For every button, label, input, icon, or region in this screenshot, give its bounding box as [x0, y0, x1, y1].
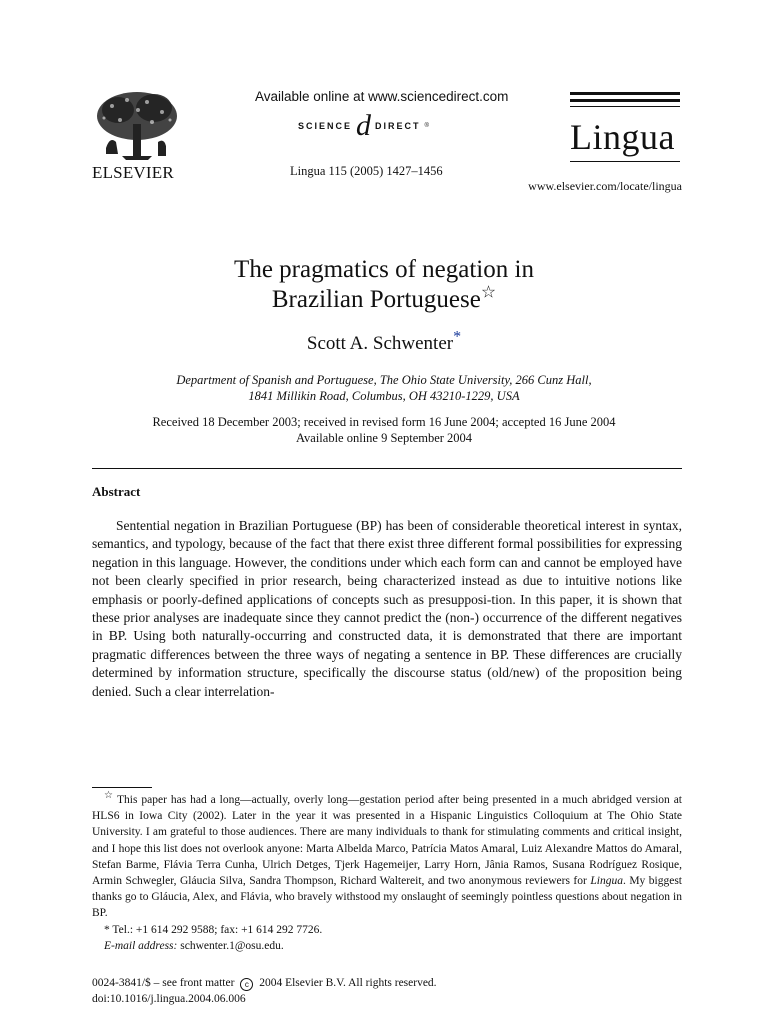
- elsevier-tree-logo: [92, 90, 182, 162]
- abstract-heading: Abstract: [92, 484, 141, 499]
- title-footnote-star-icon[interactable]: ☆: [480, 282, 497, 302]
- author-footnote-link[interactable]: *: [453, 328, 462, 346]
- footnote-divider: [92, 787, 152, 788]
- footnote-star-icon: ☆: [104, 790, 115, 802]
- abstract-text: Sentential negation in Brazilian Portuguese (BP) has been of considerable theoretical interest in syntax, semantics, and typology, because of the fact that there exist three different formal possibilities for expressing negation in this language. However, the conditions under which each form can and cannot be employed have not been clearly specified in prior research, being characterized instead as due to intuitive notions like emphasis or poorly-defined applications of concepts such as presupposi-tion. In this paper, it is shown that these prior analyses are inadequate since they cannot predict the (non-) occurrence of the different negatives in BP. Using both naturally-occurring and constructed data, it is demonstrated that there are important pragmatic differences between the three ways of negating a sentence in BP. These differences are crucially determined by information structure, specifically the discourse status (old/new) of the proposition being denied. Such a clear interrelation-: [92, 518, 682, 699]
- publisher-name: ELSEVIER: [92, 163, 174, 182]
- issn-copyright-line: 0024-3841/$ – see front matter c 2004 Elsevier B.V. All rights reserved.: [92, 977, 437, 989]
- contact-phone: * Tel.: +1 614 292 9588; fax: +1 614 292 7726.: [104, 924, 323, 936]
- journal-bottom-rule: [570, 161, 680, 162]
- article-dates: Received 18 December 2003; received in revised form 16 June 2004; accepted 16 June 2004 Available online 9 September 2004: [152, 415, 616, 445]
- title-divider: [92, 468, 682, 469]
- sciencedirect-left: SCIENCE: [298, 121, 353, 131]
- journal-url-link[interactable]: www.elsevier.com/locate/lingua: [528, 179, 682, 193]
- doi-link[interactable]: doi:10.1016/j.lingua.2004.06.006: [92, 993, 246, 1005]
- author-affiliation: Department of Spanish and Portuguese, The Ohio State University, 266 Cunz Hall, 1841 Millikin Road, Columbus, OH 43210-1229, USA: [176, 373, 592, 403]
- email-link[interactable]: schwenter.1@osu.edu.: [180, 940, 284, 953]
- registered-mark: ®: [424, 123, 431, 129]
- sciencedirect-at-mark: d: [356, 109, 372, 142]
- article-title: [0, 255, 768, 315]
- contact-footnote: [104, 922, 322, 954]
- author-name: Scott A. Schwenter*: [306, 328, 462, 354]
- sciencedirect-right: DIRECT: [375, 121, 421, 131]
- sciencedirect-logo: [298, 109, 431, 142]
- journal-title: Lingua: [570, 117, 675, 157]
- contact-email-line: E-mail address: schwenter.1@osu.edu.: [104, 940, 284, 953]
- copyright-icon: c: [240, 978, 253, 991]
- available-online-text[interactable]: Available online at www.sciencedirect.com: [255, 89, 509, 104]
- journal-reference: Lingua 115 (2005) 1427–1456: [290, 164, 443, 178]
- acknowledgement-footnote: ☆ This paper has had a long—actually, overly long—gestation period after being presented in a much abridged version at HLS6 in Iowa City (2002). Later in the year it was presented in a Hispanic Linguistics Colloquium at The Ohio State University. I am grateful to those audiences. There are many individuals to thank for stimulating comments and critical insight, and I hope this list does not overlook anyone: Marta Albelda Marco, Patrícia Matos Amaral, Luiz Alexandre Mattos do Amaral, Stefan Barme, Flávia Terra Cunha, Ulrich Detges, Tjerk Hagemeijer, Larry Horn, Jânia Ramos, Susana Rodríguez Rosique, Armin Schwegler, Gláucia Silva, Sandra Thompson, Richard Waltereit, and two anonymous reviewers for Lingua. My biggest thanks go to Gláucia, Alex, and Flávia, who bravely withstood my onslaught of seemingly pointless questions about negation in BP.: [92, 790, 683, 920]
- title-line-2: Brazilian Portuguese☆: [271, 282, 497, 313]
- title-line-1: The pragmatics of negation in: [234, 256, 534, 283]
- journal-top-rules: [570, 92, 680, 110]
- front-matter-info: [92, 975, 437, 1007]
